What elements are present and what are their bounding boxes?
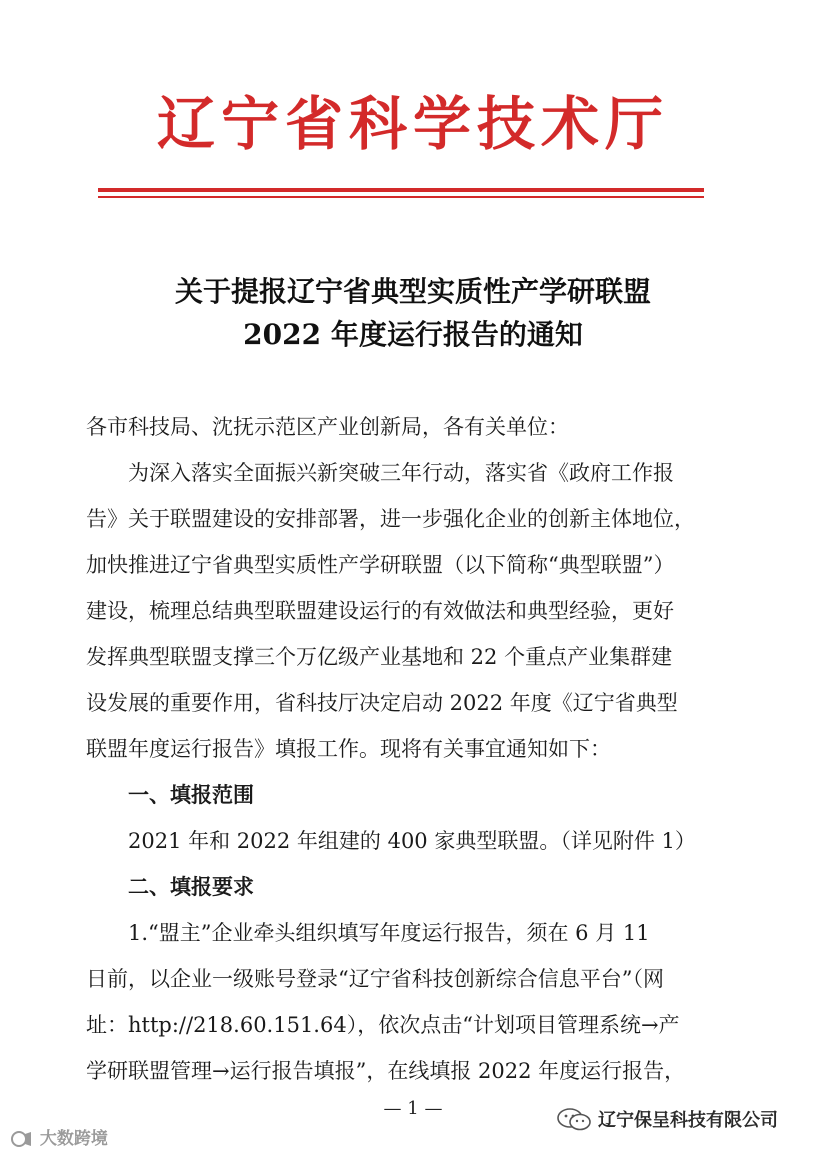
document-title (0, 270, 826, 356)
section2-heading: 二、填报要求 (128, 875, 254, 899)
para2-line: 1.“盟主”企业牵头组织填写年度运行报告，须在 6 月 11 (128, 921, 650, 945)
red-rule-thick (98, 188, 704, 192)
para1-line: 为深入落实全面振兴新突破三年行动，落实省《政府工作报 (128, 461, 674, 485)
para1-line: 加快推进辽宁省典型实质性产学研联盟（以下简称“典型联盟”） (86, 553, 675, 577)
title-line-2: 2022 年度运行报告的通知 (243, 318, 583, 351)
salutation: 各市科技局、沈抚示范区产业创新局，各有关单位： (86, 415, 569, 439)
section1-heading: 一、填报范围 (128, 783, 254, 807)
wechat-icon (556, 1107, 592, 1131)
watermark-left (10, 1124, 108, 1149)
para1-line: 设发展的重要作用，省科技厅决定启动 2022 年度《辽宁省典型 (86, 691, 678, 715)
watermark-right (556, 1106, 778, 1132)
red-rule-thin (98, 196, 704, 198)
section1-text: 2021 年和 2022 年组建的 400 家典型联盟。（详见附件 1） (128, 829, 696, 853)
title-line-1: 关于提报辽宁省典型实质性产学研联盟 (174, 275, 651, 308)
para2-line: 日前，以企业一级账号登录“辽宁省科技创新综合信息平台”（网 (86, 967, 664, 991)
watermark-left-text: 大数跨境 (39, 1129, 108, 1149)
para2-line: 学研联盟管理→运行报告填报”，在线填报 2022 年度运行报告， (86, 1059, 686, 1083)
org-header: 辽宁省科学技术厅 (156, 90, 669, 158)
para1-line: 建设，梳理总结典型联盟建设运行的有效做法和典型经验，更好 (86, 599, 674, 623)
document-body (86, 404, 746, 1094)
watermark-right-text: 辽宁保呈科技有限公司 (598, 1110, 778, 1131)
para1-line: 联盟年度运行报告》填报工作。现将有关事宜通知如下： (86, 737, 611, 761)
page-number: — 1 — (383, 1098, 443, 1119)
para1-line: 发挥典型联盟支撑三个万亿级产业基地和 22 个重点产业集群建 (86, 645, 673, 669)
para2-line: 址：http://218.60.151.64），依次点击“计划项目管理系统→产 (86, 1013, 680, 1037)
camera-logo-icon (10, 1130, 32, 1148)
para1-line: 告》关于联盟建设的安排部署，进一步强化企业的创新主体地位， (86, 507, 695, 531)
